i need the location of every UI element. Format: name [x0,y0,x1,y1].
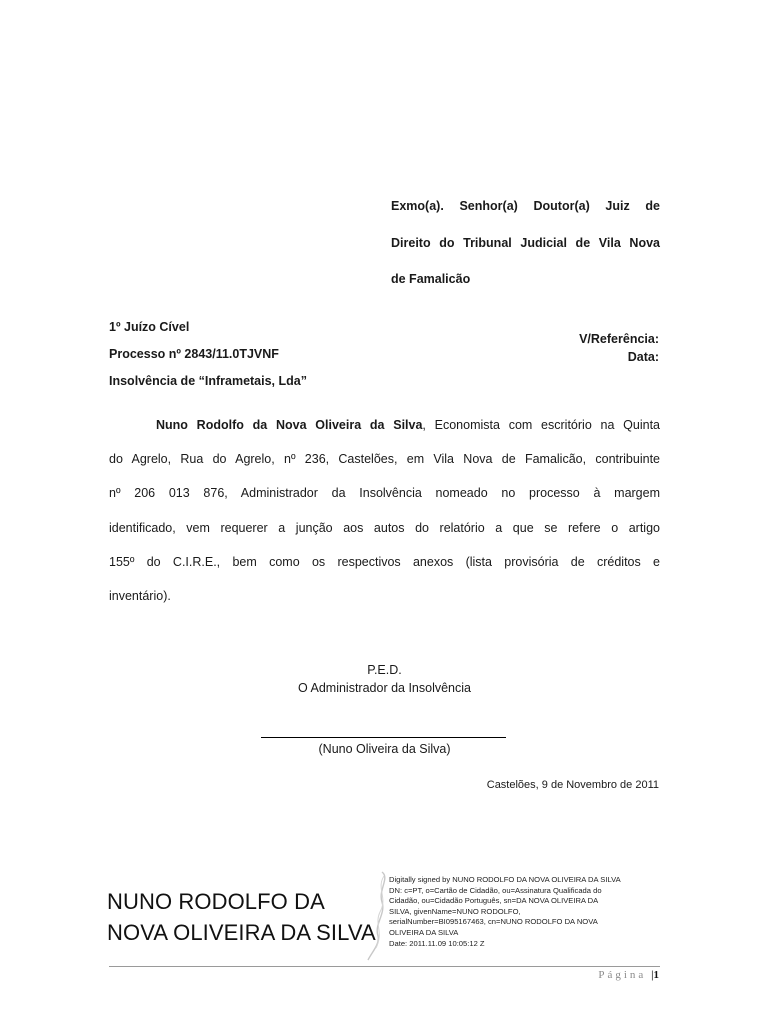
signature-line [261,737,506,738]
court-name: 1º Juízo Cível [109,320,190,334]
signature-date: Date: 2011.11.09 10:05:12 Z [389,938,485,948]
signer-line: NOVA OLIVEIRA DA SILVA [107,920,376,945]
digital-signer-name [107,886,376,948]
footer-divider [109,966,660,967]
paragraph-line: identificado, vem requerer a junção aos autos do relatório a que se refere o artigo [109,520,660,535]
paragraph-line: nº 206 013 876, Administrador da Insolvência nomeado no processo à margem [109,486,660,501]
page-footer [598,969,659,981]
addressee-line: de Famalicão [391,272,471,286]
reference-block [579,330,659,366]
signature-detail-line: Digitally signed by NUNO RODOLFO DA NOVA OLIVEIRA DA SILVA [389,875,621,884]
ped-text: P.E.D. [367,663,402,677]
addressee-line: Exmo(a). Senhor(a) Doutor(a) Juiz de [391,199,660,213]
signature-detail-line: SILVA, givenName=NUNO RODOLFO, [389,906,521,916]
closing-block [109,661,660,697]
insolvency-title: Insolvência de “Inframetais, Lda” [109,374,307,388]
page-separator: | [651,969,654,981]
date-label: Data: [627,350,659,364]
signature-detail-line: serialNumber=BI095167463, cn=NUNO RODOLFO DA NOVA [389,917,598,927]
paragraph-line: Nuno Rodolfo da Nova Oliveira da Silva, Economista com escritório na Quinta [156,418,660,432]
case-info [109,314,307,395]
reference-label: V/Referência: [579,332,659,346]
addressee-block [391,188,660,298]
paragraph-line: do Agrelo, Rua do Agrelo, nº 236, Castelões, em Vila Nova de Famalicão, contribuinte [109,452,660,467]
digital-signature-details [389,875,664,949]
process-number: Processo nº 2843/11.0TJVNF [109,347,279,361]
administrator-role: O Administrador da Insolvência [297,681,471,695]
administrator-name: Nuno Rodolfo da Nova Oliveira da Silva [156,418,423,432]
signature-detail-line: OLIVEIRA DA SILVA [389,927,459,937]
signature-name: (Nuno Oliveira da Silva) [318,742,451,756]
signer-line: NUNO RODOLFO DA [107,889,325,914]
signature-detail-line: Cidadão, ou=Cidadão Português, sn=DA NOVA OLIVEIRA DA [389,896,599,906]
addressee-line: Direito do Tribunal Judicial de Vila Nova [391,235,660,250]
request-paragraph [109,408,660,613]
signature-detail-line: DN: c=PT, o=Cartão de Cidadão, ou=Assinatura Qualificada do [389,885,602,895]
place-date: Castelões, 9 de Novembro de 2011 [486,779,659,791]
page-number: 1 [653,969,659,981]
paragraph-line: inventário). [109,589,171,604]
paragraph-line: 155º do C.I.R.E., bem como os respectivos anexos (lista provisória de créditos e [109,554,660,569]
page-word: Página [598,969,647,981]
